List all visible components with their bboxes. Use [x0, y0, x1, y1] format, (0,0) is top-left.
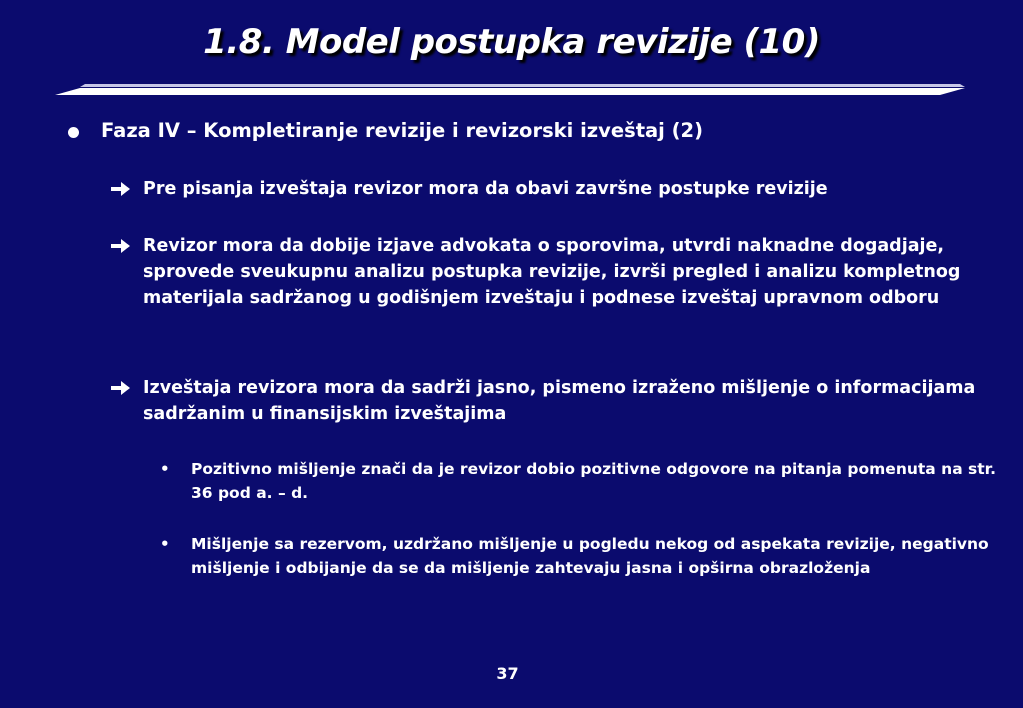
sub-sub-item-text: Mišljenje sa rezervom, uzdržano mišljenje u pogledu nekog od aspekata revizije, negativno mišljenje i odbijanje da se da mišljenje zahtevaju jasna i opširna obrazloženja [191, 535, 989, 577]
sub-item-text: Revizor mora da dobije izjave advokata o sporovima, utvrdi naknadne dogadjaje, sprovede sveukupnu analizu postupka revizije, izvrši pregled i analizu kompletnog materijala sadržanog u godišnjem izveštaju i podnese izveštaj upravnom odboru [143, 236, 961, 308]
sub-item-text: Izveštaja revizora mora da sadrži jasno, pismeno izraženo mišljenje o informacijama sadržanim u finansijskim izveštajima [143, 378, 976, 424]
main-bullet-text: Faza IV – Kompletiranje revizije i revizorski izveštaj (2) [101, 119, 704, 142]
right-arrow-icon [110, 176, 132, 202]
sub-sub-bullet: • [160, 460, 170, 478]
sub-item-text: Pre pisanja izveštaja revizor mora da obavi završne postupke revizije [143, 179, 828, 199]
right-arrow-icon [110, 375, 132, 401]
sub-sub-item-text: Pozitivno mišljenje znači da je revizor dobio pozitivne odgovore na pitanja pomenuta na str. 36 pod a. – d. [191, 460, 997, 502]
sub-sub-bullet: • [160, 535, 170, 553]
page-number: 37 [496, 664, 519, 683]
bullet-dot-icon [68, 127, 79, 138]
slide-title: 1.8. Model postupka revizije (10) [203, 22, 820, 62]
right-arrow-icon [110, 233, 132, 259]
